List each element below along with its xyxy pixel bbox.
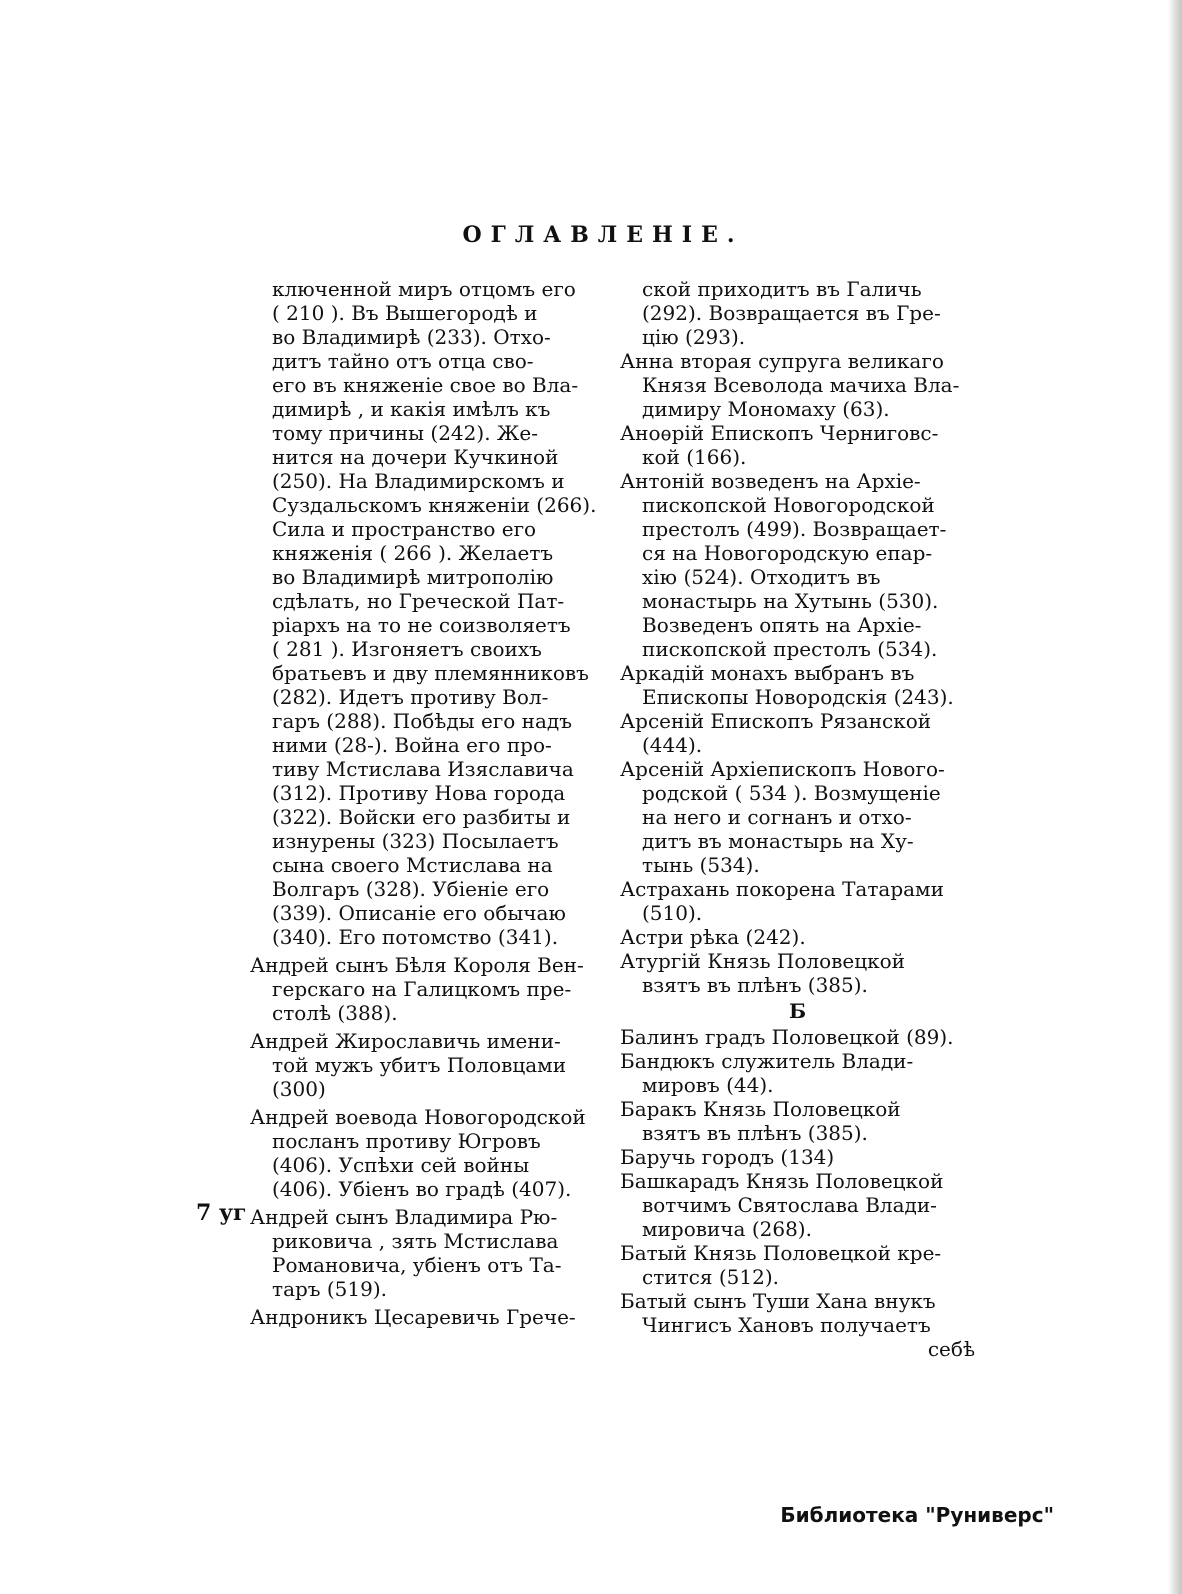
right-column [620, 277, 975, 1361]
index-entry-continued: ской приходитъ въ Галичь (292). Возвращается въ Гре- цію (293). [642, 277, 941, 349]
library-credit: Библиотека "Руниверс" [780, 1503, 1054, 1527]
margin-handwritten-note: 7 уг [196, 1200, 247, 1226]
index-entry: Антоній возведенъ на Архіе- пископской Новогородской престолъ (499). Возвращает- ся на Новогородскую епар- хію (524). Отходитъ въ монастырь на Хутынь (530). Возведенъ опять на Архіе- пископской престолъ (534). [620, 469, 947, 661]
index-entry: Арсеній Архіепископъ Нового- родской ( 534 ). Возмущеніе на него и согнанъ и отхо- дитъ въ монастырь на Ху- тынь (534). [620, 757, 945, 877]
index-entry: Андрей воевода Новогородской посланъ противу Югровъ (406). Успѣхи сей войны (406). Убіенъ во градѣ (407). [250, 1105, 586, 1201]
index-entry: Батый Князь Половецкой кре- стится (512). [620, 1241, 942, 1289]
index-entry: Арсеній Епископъ Рязанской (444). [620, 709, 932, 757]
index-entry: Андроникъ Цесаревичь Грече- [250, 1305, 576, 1329]
index-entry: Анна вторая супруга великаго Князя Всеволода мачиха Вла- димиру Мономаху (63). [620, 349, 960, 421]
left-column [250, 277, 600, 1329]
index-entry: Атургій Князь Половецкой взятъ въ плѣнъ (385). [620, 949, 905, 997]
index-entry: Астри рѣка (242). [620, 925, 806, 949]
index-entry: Баракъ Князь Половецкой взятъ въ плѣнъ (385). [620, 1097, 901, 1145]
index-entry: Башкарадъ Князь Половецкой вотчимъ Святослава Влади- мировича (268). [620, 1169, 944, 1241]
index-entry: Аркадій монахъ выбранъ въ Епископы Новородскія (243). [620, 661, 954, 709]
index-entry: Бандюкъ служитель Влади- мировъ (44). [620, 1049, 914, 1097]
index-entry: Аноѳрій Епископъ Черниговс- кой (166). [620, 421, 939, 469]
index-entry: Андрей сынъ Бѣля Короля Вен- герскаго на Галицкомъ пре- столѣ (388). [250, 953, 584, 1025]
catchword: себѣ [927, 1337, 975, 1361]
index-entry: Баручь городъ (134) [620, 1145, 835, 1169]
page-title: ОГЛАВЛЕНІЕ. [462, 222, 744, 248]
index-entry: Андрей сынъ Владимира Рю- риковича , зять Мстислава Романовича, убіенъ отъ Та- таръ (519). [250, 1205, 562, 1301]
section-letter: Б [788, 999, 807, 1023]
index-entry-continued: ключенной миръ отцомъ его ( 210 ). Въ Вышегородѣ и во Владимирѣ (233). Отхо- дитъ тайно отъ отца сво- его въ княженіе свое во Вла- димирѣ , и какія имѣлъ къ тому причины (242). Же- нится на дочери Кучкиной (250). На Владимирскомъ и Суздальскомъ княженіи (266). Сила и пространство его княженія ( 266 ). Желаетъ во Владимирѣ митрополію сдѣлать, но Греческой Пат- ріархъ на то не соизволяетъ ( 281 ). Изгоняетъ своихъ братьевъ и дву племянниковъ (282). Идетъ противу Вол- гаръ (288). Побѣды его надъ ними (28-). Война его про- тиву Мстислава Изяславича (312). Противу Нова города (322). Войски его разбиты и изнурены (323) Посылаетъ сына своего Мстислава на Волгаръ (328). Убіеніе его (339). Описаніе его обычаю (340). Его потомство (341). [272, 277, 597, 949]
index-entry: Андрей Жирославичь имени- той мужъ убитъ Половцами (300) [250, 1029, 567, 1101]
index-entry: Батый сынъ Туши Хана внукъ Чингисъ Хановъ получаетъ [620, 1289, 936, 1337]
index-entry: Балинъ градъ Половецкой (89). [620, 1025, 954, 1049]
index-entry: Астрахань покорена Татарами (510). [620, 877, 944, 925]
